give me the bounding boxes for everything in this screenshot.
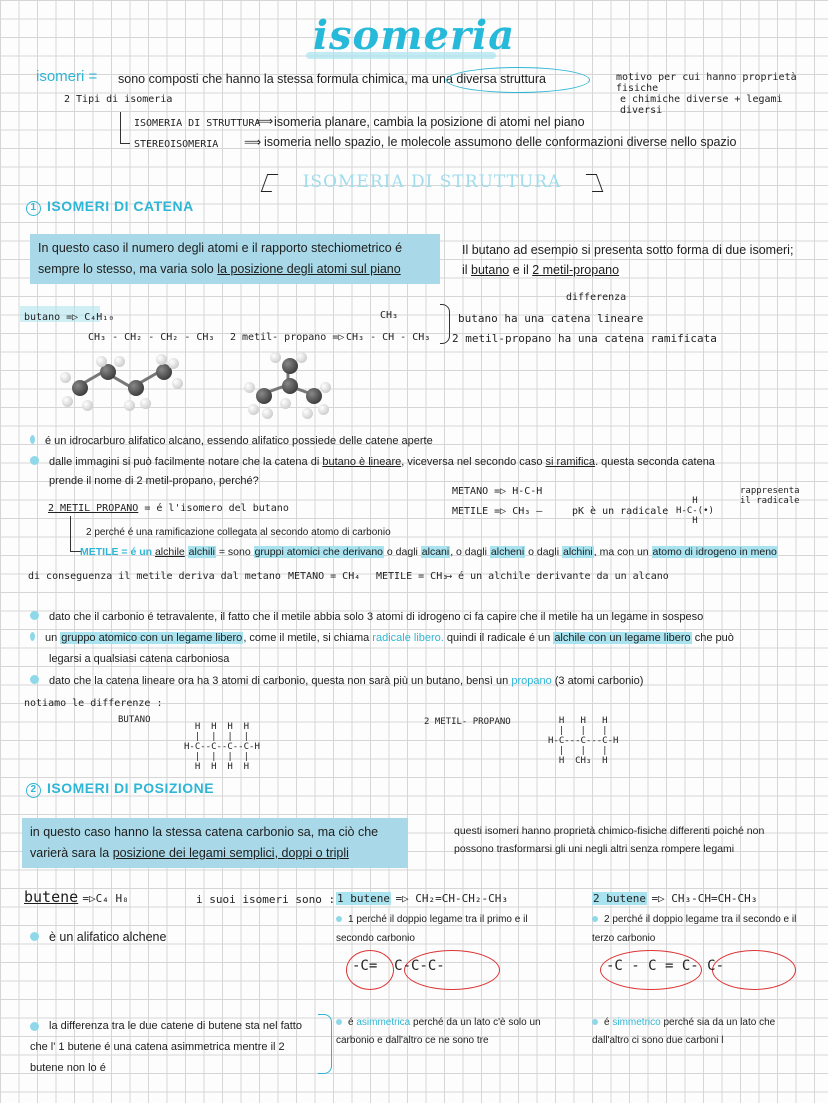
sec2-heading: 2 ISOMERI DI POSIZIONE xyxy=(26,780,214,798)
type2-desc: isomeria nello spazio, le molecole assumono delle conformazioni diverse nello spazio xyxy=(264,135,737,149)
metano-ch4: METANO = CH₄ xyxy=(288,571,361,582)
butano-caption: BUTANO xyxy=(118,715,151,725)
section-banner: ISOMERIA DI STRUTTURA xyxy=(270,171,594,193)
metil-top: CH₃ xyxy=(380,310,399,321)
metilpropano-structural: H H H | | | H-C---C---C-H | | | H CH₃ H xyxy=(548,716,619,766)
butene-1-why: 1 perché il doppio legame tra il primo e il secondo carbonio xyxy=(336,914,528,944)
conseguenza: di conseguenza il metile deriva dal metano xyxy=(28,571,281,582)
alchene-bullet: è un alifatico alchene xyxy=(30,927,166,947)
metano-hand: METANO =▷ H-C-H xyxy=(452,486,543,497)
butene-2-label: 2 butene =▷ CH₃-CH=CH-CH₃ xyxy=(593,892,758,905)
metile-hand: METILE =▷ CH₃ – xyxy=(452,506,543,517)
struttura-oval xyxy=(446,67,590,93)
radicale-hand: pK è un radicale xyxy=(572,506,669,517)
types-bracket xyxy=(120,112,130,144)
differenza-label: differenza xyxy=(566,292,627,303)
side-note-1: motivo per cui hanno proprietà fisiche xyxy=(616,72,797,94)
metile-ch3: METILE = CH₃ xyxy=(376,571,449,582)
isomeri-definition: sono composti che hanno la stessa formula chimica, ma una diversa struttura xyxy=(118,72,546,86)
sec1-bullet-1: é un idrocarburo alifatico alcano, essendo alifatico possiede delle catene aperte xyxy=(30,433,433,449)
butene-2-why: 2 perché il doppio legame tra il secondo e il terzo carbonio xyxy=(592,914,797,944)
side-note-2: e chimiche diverse + legami diversi xyxy=(620,94,783,116)
butene-difference: la differenza tra le due catene di butene sta nel fatto che l' 1 butene é una catena asimmetrica mentre il 2 butene non lo é xyxy=(30,1020,302,1074)
metil-propano-title: 2 METIL PROPANO = é l'isomero del butano xyxy=(48,503,289,514)
sec2-box: in questo caso hanno la stessa catena carbonio sa, ma ciò che varierà sara la posizione dei legami semplici, doppi o tripli xyxy=(22,818,408,868)
notiamo: notiamo le differenze : xyxy=(24,698,163,709)
type2-name: STEREOISOMERIA xyxy=(134,139,219,150)
sec1-bullet-3: dato che il carbonio é tetravalente, il fatto che il metile abbia solo 3 atomi di idrogeno ci fa capire che il metile ha un legame in sospeso xyxy=(30,609,810,625)
butano-structural: H H H H | | | | H-C--C--C--C-H | | | | H H H H xyxy=(184,722,260,772)
compare-brace xyxy=(440,304,450,344)
types-label: 2 Tipi di isomeria xyxy=(64,94,173,105)
metil-label: 2 metil- propano =▷ xyxy=(230,332,345,343)
il-radicale-label: il radicale xyxy=(740,496,800,506)
alchile-derivante: → é un alchile derivante da un alcano xyxy=(446,571,669,582)
perche-2: 2 perché é una ramificazione collegata al secondo atomo di carbonio xyxy=(86,527,391,538)
sec1-bullet-4: un gruppo atomico con un legame libero, come il metile, si chiama radicale libero. quindi il radicale é un alchile con un legame libero che può xyxy=(30,630,810,646)
type1-name: ISOMERIA DI STRUTTURA xyxy=(134,118,261,129)
sec1-bullet-2: dalle immagini si può facilmente notare che la catena di butano è lineare, viceversa nel secondo caso si ramifica. questa seconda catena xyxy=(30,454,790,470)
cmp-butano: butano ha una catena lineare xyxy=(458,312,644,325)
asimmetrica-note: é asimmetrica perché da un lato c'è solo un carbonio e dall'altro ce ne sono tre xyxy=(336,1017,541,1046)
difference-brace xyxy=(318,1014,332,1074)
simmetrico-note: é simmetrico perché sia da un lato che dall'altro ci sono due carboni l xyxy=(592,1017,776,1046)
sec1-heading: 1 ISOMERI DI CATENA xyxy=(26,198,194,216)
butano-3d-model xyxy=(60,356,190,416)
type1-desc: isomeria planare, cambia la posizione di atomi nel piano xyxy=(274,115,585,129)
sec1-bullet-4-line2: legarsi a qualsiasi catena carboniosa xyxy=(49,653,230,665)
butano-label: butano =▷ C₄H₁₀ xyxy=(24,312,115,323)
alchili-definition: METILE = é un alchile alchili = sono gruppi atomici che derivano o dagli alcani, o dagli alcheni o dagli alchini, ma con un atomo di idrogeno in meno xyxy=(80,546,777,558)
butene-1-label: 1 butene =▷ CH₂=CH-CH₂-CH₃ xyxy=(337,892,509,905)
butano-formula: CH₃ - CH₂ - CH₂ - CH₃ xyxy=(88,332,215,343)
isomeri-term: isomeri = xyxy=(36,68,98,85)
butene-2-structure: -C - C = C- C- xyxy=(600,950,810,994)
sec2-right-text: questi isomeri hanno proprietà chimico-fisiche differenti poiché non possono trasformarsi gli uni negli altri senza rompere legami xyxy=(454,825,765,855)
sec1-bullet-2-line2: prende il nome di 2 metil-propano, perché? xyxy=(49,475,259,487)
metilpropano-caption: 2 METIL- PROPANO xyxy=(424,717,511,727)
metil-propano-3d-model xyxy=(240,352,340,422)
type2-arrow: ⟹ xyxy=(244,135,262,149)
type1-arrow: ⟹ xyxy=(256,114,274,128)
cmp-metil: 2 metil-propano ha una catena ramificata xyxy=(452,332,717,345)
sec1-right-text: Il butano ad esempio si presenta sotto forma di due isomeri; il butano e il 2 metil-propano xyxy=(462,243,794,277)
sec1-bullet-5: dato che la catena lineare ora ha 3 atomi di carbonio, questa non sarà più un butano, bensì un propano (3 atomi carbonio) xyxy=(30,673,810,689)
page-title: isomeria xyxy=(312,12,516,59)
metil-formula: CH₃ - CH - CH₃ xyxy=(346,332,431,343)
radicale-formula: H H-C-(•) H xyxy=(676,496,714,526)
butene-label: butene =▷C₄ H₈ xyxy=(24,888,129,906)
sec1-box: In questo caso il numero degli atomi e il rapporto stechiometrico é sempre lo stesso, ma varia solo la posizione degli atomi sul piano xyxy=(30,234,440,284)
suoi-isomeri: i suoi isomeri sono : xyxy=(196,893,336,906)
rappresenta-label: rappresenta xyxy=(740,486,800,496)
butene-1-structure: -C= C-C-C- xyxy=(344,950,574,994)
